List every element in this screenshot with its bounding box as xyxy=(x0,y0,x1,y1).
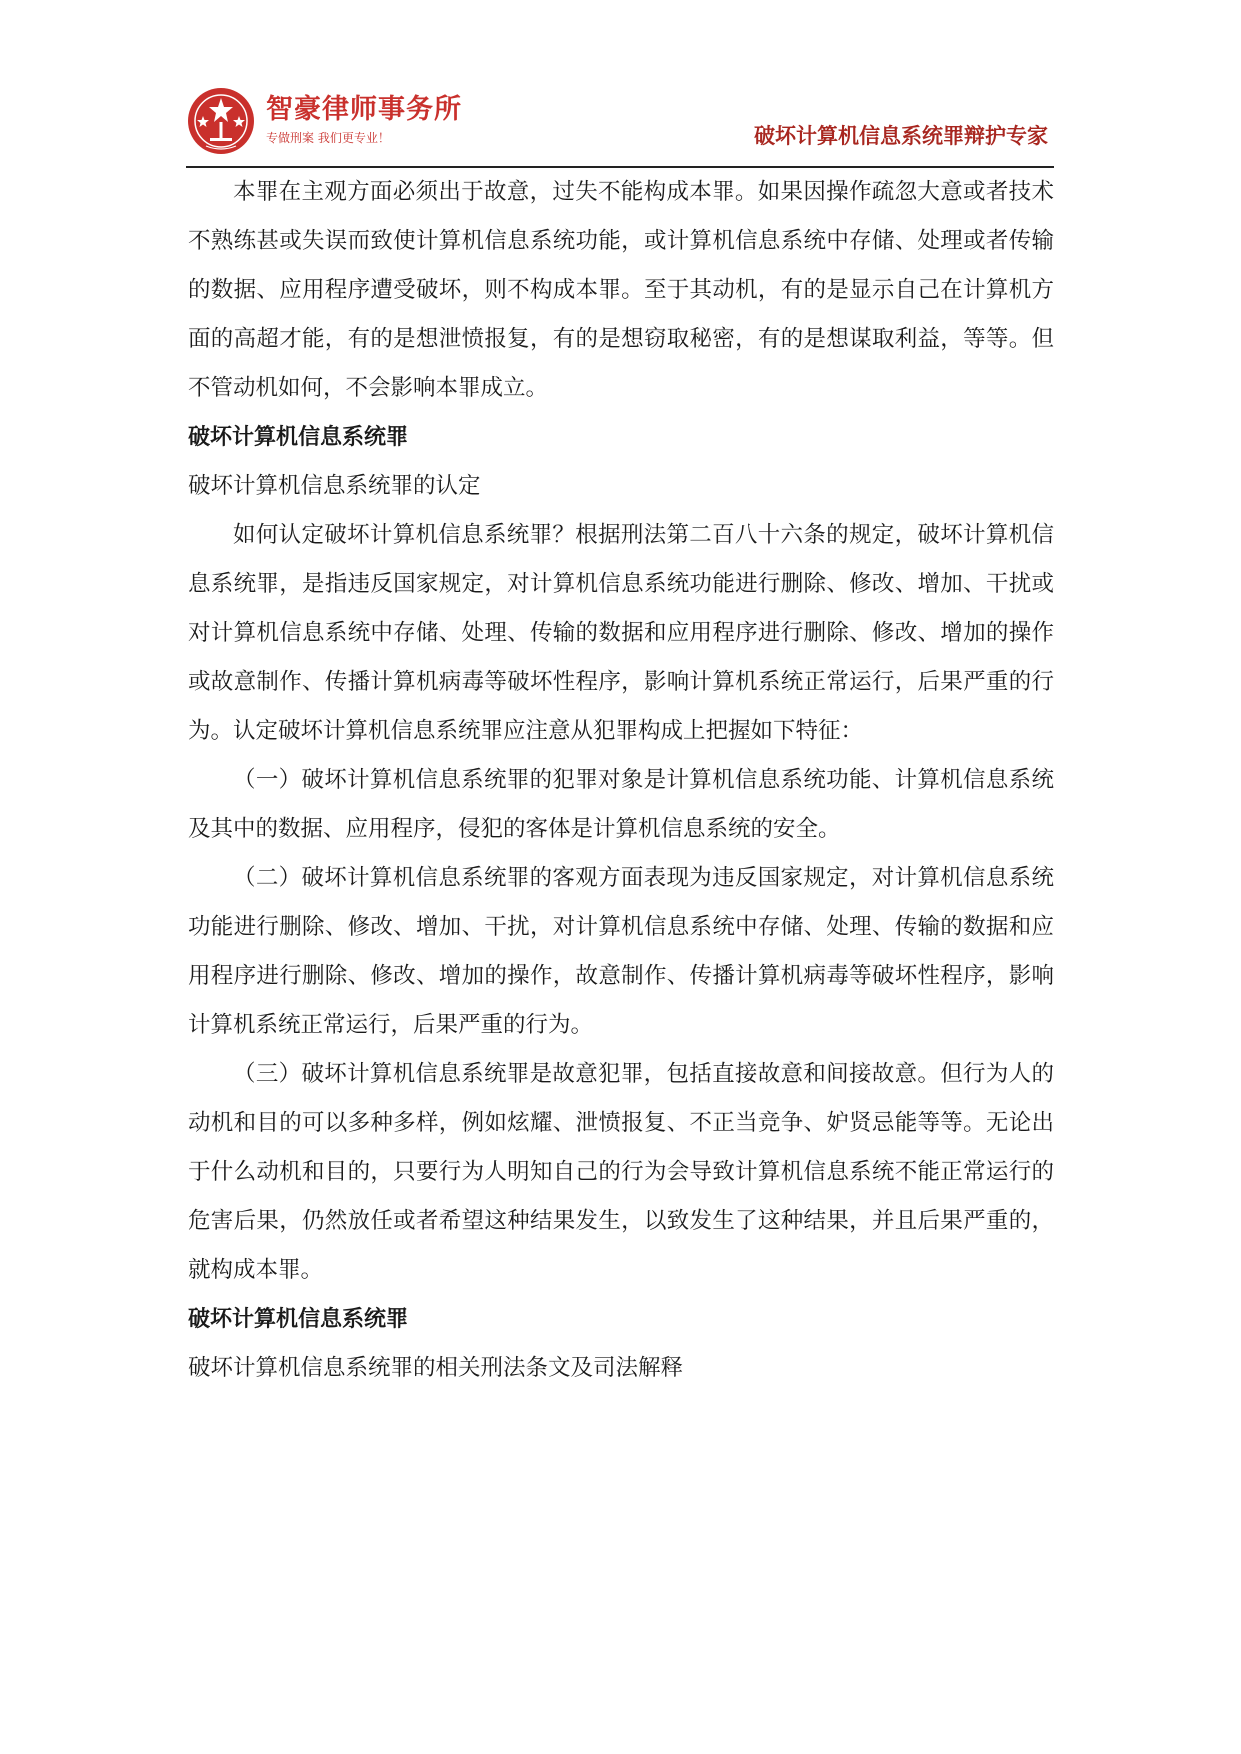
paragraph-feature-2: （二）破坏计算机信息系统罪的客观方面表现为违反国家规定，对计算机信息系统功能进行删除、修改、增加、干扰，对计算机信息系统中存储、处理、传输的数据和应用程序进行删除、修改、增加的操作，故意制作、传播计算机病毒等破坏性程序，影响计算机系统正常运行，后果严重的行为。 xyxy=(188,865,1054,1038)
header-title: 破坏计算机信息系统罪辩护专家 xyxy=(754,124,1048,148)
section-subtitle: 破坏计算机信息系统罪的认定 xyxy=(188,473,481,499)
document-body xyxy=(188,168,1054,1393)
logo-text xyxy=(266,94,462,146)
law-firm-logo-icon xyxy=(186,86,256,156)
paragraph-feature-3: （三）破坏计算机信息系统罪是故意犯罪，包括直接故意和间接故意。但行为人的动机和目的可以多种多样，例如炫耀、泄愤报复、不正当竞争、妒贤忌能等等。无论出于什么动机和目的，只要行为人明知自己的行为会导致计算机信息系统不能正常运行的危害后果，仍然放任或者希望这种结果发生，以致发生了这种结果，并且后果严重的，就构成本罪。 xyxy=(188,1061,1054,1283)
section-heading: 破坏计算机信息系统罪 xyxy=(188,1307,409,1332)
section-subtitle: 破坏计算机信息系统罪的相关刑法条文及司法解释 xyxy=(188,1355,684,1381)
firm-name: 智豪律师事务所 xyxy=(266,94,462,125)
paragraph-feature-1: （一）破坏计算机信息系统罪的犯罪对象是计算机信息系统功能、计算机信息系统及其中的数据、应用程序，侵犯的客体是计算机信息系统的安全。 xyxy=(188,767,1054,842)
paragraph-subjective-aspect: 本罪在主观方面必须出于故意，过失不能构成本罪。如果因操作疏忽大意或者技术不熟练甚或失误而致使计算机信息系统功能，或计算机信息系统中存储、处理或者传输的数据、应用程序遭受破坏，则不构成本罪。至于其动机，有的是显示自己在计算机方面的高超才能，有的是想泄愤报复，有的是想窃取秘密，有的是想谋取利益，等等。但不管动机如何，不会影响本罪成立。 xyxy=(188,179,1054,401)
firm-slogan: 专做刑案 我们更专业！ xyxy=(266,131,390,145)
paragraph-definition: 如何认定破坏计算机信息系统罪？根据刑法第二百八十六条的规定，破坏计算机信息系统罪，是指违反国家规定，对计算机信息系统功能进行删除、修改、增加、干扰或对计算机信息系统中存储、处理、传输的数据和应用程序进行删除、修改、增加的操作或故意制作、传播计算机病毒等破坏性程序，影响计算机系统正常运行，后果严重的行为。认定破坏计算机信息系统罪应注意从犯罪构成上把握如下特征： xyxy=(188,522,1054,744)
section-heading: 破坏计算机信息系统罪 xyxy=(188,425,409,450)
page-header xyxy=(186,86,1054,168)
